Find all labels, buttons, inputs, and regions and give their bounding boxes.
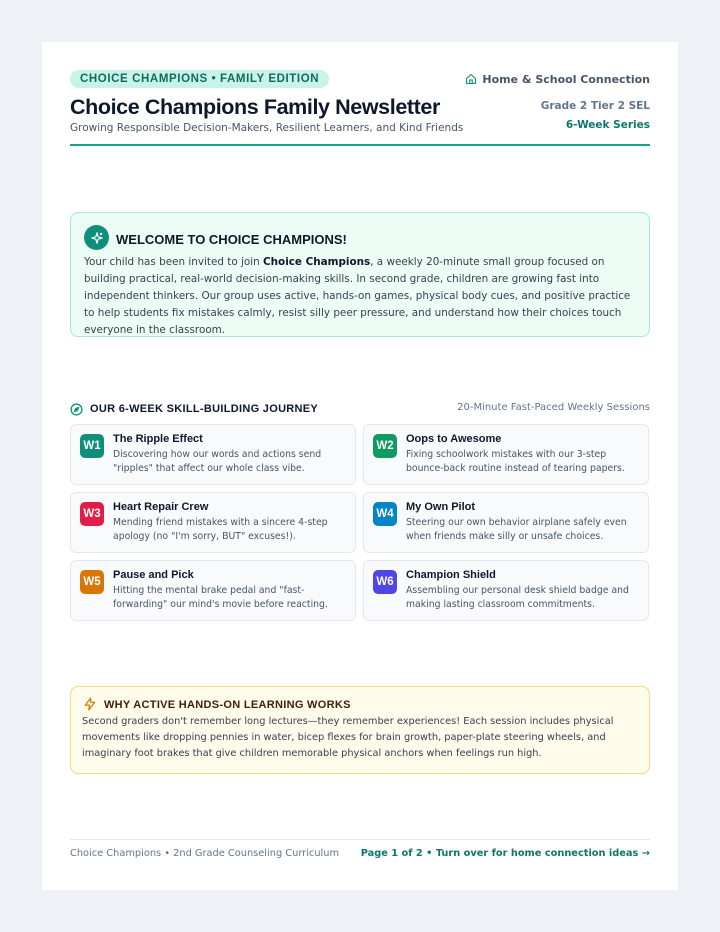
page-subtitle: Growing Responsible Decision-Makers, Resilient Learners, and Kind Friends [70, 122, 464, 134]
week-title: Pause and Pick [113, 569, 194, 581]
grade-label: Grade 2 Tier 2 SEL [540, 100, 650, 112]
welcome-body: Your child has been invited to join Choice Champions, a weekly 20-minute small group focused on building practical, real-world decision-making skills. In second grade, children are growing fast into independent thinkers. Our group uses active, hands-on games, physical body cues, and positive practice to help students fix mistakes calmly, resist silly peer pressure, and understand how their choices touch everyone in the classroom. [84, 256, 631, 336]
journey-subheading: 20-Minute Fast-Paced Weekly Sessions [457, 402, 650, 413]
lightning-icon [83, 697, 97, 711]
home-icon [465, 73, 477, 85]
week-description: Steering our own behavior airplane safely even when friends make silly or unsafe choices. [406, 517, 627, 542]
home-school-connection [465, 71, 650, 87]
week-description: Assembling our personal desk shield badge and making lasting classroom commitments. [406, 585, 629, 610]
week-badge: W5 [80, 570, 104, 594]
week-title: The Ripple Effect [113, 433, 203, 445]
week-title: Heart Repair Crew [113, 501, 209, 513]
week-card [70, 560, 356, 621]
newsletter-page [42, 42, 678, 890]
journey-heading: OUR 6-WEEK SKILL-BUILDING JOURNEY [90, 403, 319, 415]
week-badge: W4 [373, 502, 397, 526]
week-card [363, 492, 649, 553]
week-card [70, 492, 356, 553]
why-heading: WHY ACTIVE HANDS-ON LEARNING WORKS [104, 699, 351, 711]
welcome-panel [70, 212, 650, 337]
footer-divider [70, 839, 650, 840]
welcome-heading: WELCOME TO CHOICE CHAMPIONS! [116, 232, 347, 247]
week-title: Champion Shield [406, 569, 496, 581]
program-name: Choice Champions [263, 256, 371, 268]
series-label: 6-Week Series [565, 119, 650, 131]
week-description: Mending friend mistakes with a sincere 4-step apology (no "I'm sorry, BUT" excuses!). [113, 517, 328, 542]
week-card [363, 424, 649, 485]
week-badge: W1 [80, 434, 104, 458]
week-description: Discovering how our words and actions send "ripples" that affect our whole class vibe. [113, 449, 322, 474]
week-description: Fixing schoolwork mistakes with our 3-step bounce-back routine instead of tearing papers. [406, 449, 625, 474]
footer-curriculum: Choice Champions • 2nd Grade Counseling Curriculum [70, 848, 339, 859]
compass-icon [70, 403, 83, 416]
header-divider [70, 144, 650, 146]
week-description: Hitting the mental brake pedal and "fast-forwarding" our mind's movie before reacting. [113, 585, 328, 610]
edition-badge: CHOICE CHAMPIONS • FAMILY EDITION [70, 70, 329, 88]
sparkle-icon [84, 225, 109, 250]
week-card [70, 424, 356, 485]
week-badge: W2 [373, 434, 397, 458]
page-title: Choice Champions Family Newsletter [70, 95, 440, 119]
why-body: Second graders don't remember long lectures—they remember experiences! Each session includes physical movements like dropping pennies in water, bicep flexes for brain growth, paper-plate steering wheels, and imaginary foot brakes that give children memorable physical anchors when feelings run high. [82, 716, 614, 759]
week-badge: W3 [80, 502, 104, 526]
week-card [363, 560, 649, 621]
week-title: Oops to Awesome [406, 433, 502, 445]
connection-label: Home & School Connection [482, 72, 650, 86]
why-panel [70, 686, 650, 774]
week-title: My Own Pilot [406, 501, 476, 513]
footer-page-info: Page 1 of 2 • Turn over for home connection ideas → [360, 848, 650, 859]
week-badge: W6 [373, 570, 397, 594]
